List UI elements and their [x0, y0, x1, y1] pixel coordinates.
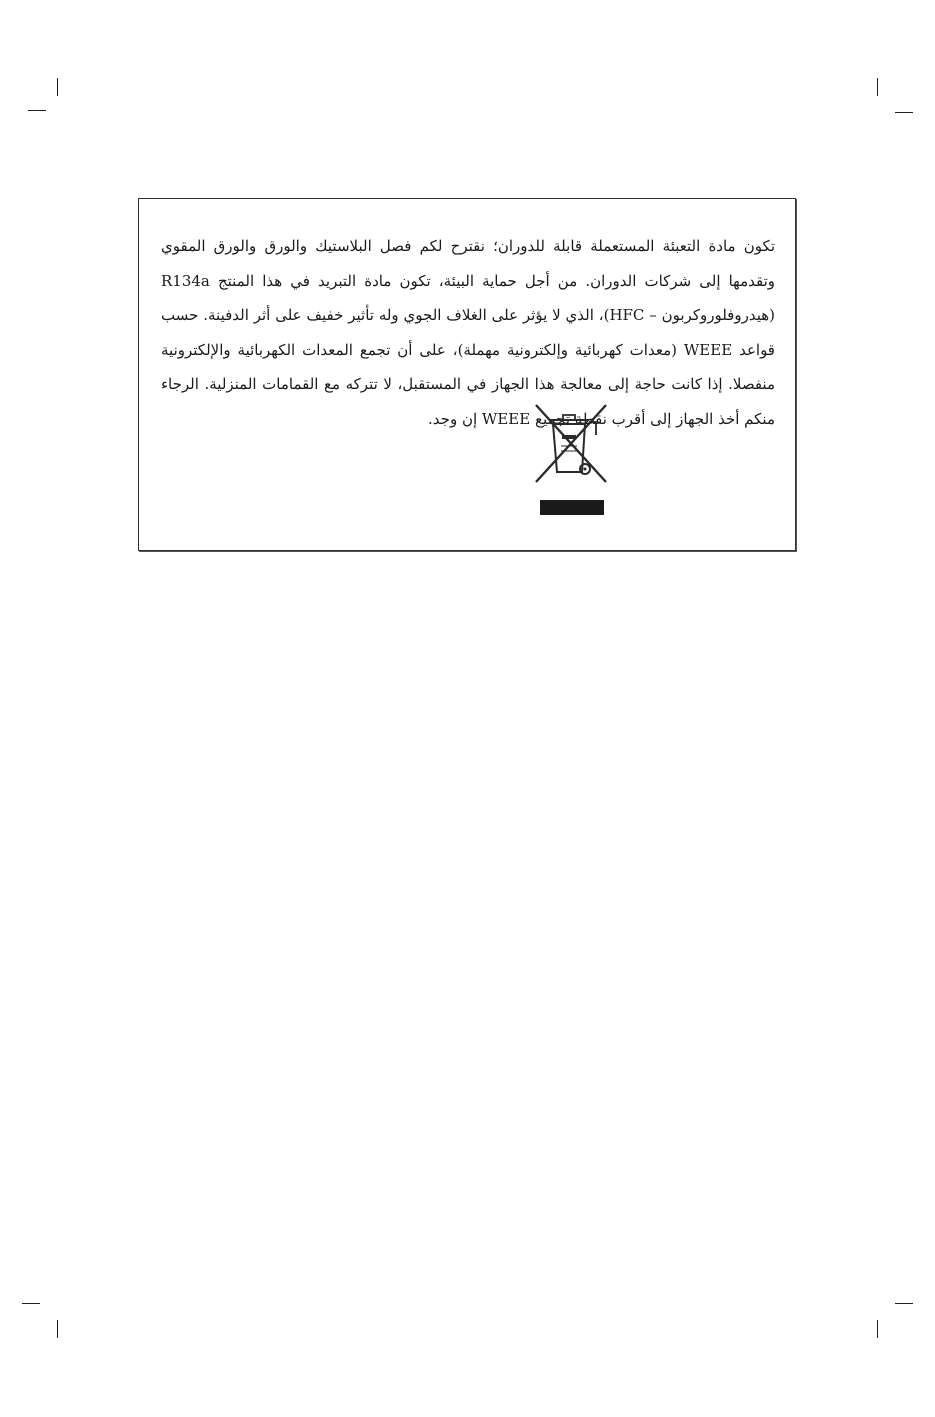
- crop-mark-bottom-right-vertical: [877, 1320, 878, 1338]
- crop-mark-top-right-horizontal: [895, 112, 913, 113]
- crossed-out-wheelie-bin-icon: [532, 402, 612, 517]
- notice-text: [161, 229, 775, 437]
- crop-mark-bottom-left-vertical: [57, 1320, 58, 1338]
- crop-mark-top-left-vertical: [57, 78, 58, 96]
- notice-paragraph: تكون مادة التعبئة المستعملة قابلة للدوران؛ نقترح لكم فصل البلاستيك والورق والورق المقوي وتقدمها إلى شركات الدوران. من أجل حماية البيئة، تكون مادة التبريد في هذا المنتج R134a (هيدروفلوروكربون – HFC)، الذي لا يؤثر على الغلاف الجوي وله تأثير خفيف على أثر الدفينة. حسب قواعد WEEE (معدات كهربائية وإلكترونية مهملة)، على أن تجمع المعدات الكهربائية والإلكترونية منفصلا. إذا كانت حاجة إلى معالجة هذا الجهاز في المستقبل، لا تتركه مع القمامات المنزلية. الرجاء منكم أخذ الجهاز إلى أقرب نقطة تجميع WEEE إن وجد.: [161, 237, 775, 428]
- crop-mark-top-left-horizontal: [28, 110, 46, 111]
- crop-mark-bottom-left-horizontal: [22, 1303, 40, 1304]
- crop-mark-bottom-right-horizontal: [895, 1303, 913, 1304]
- weee-notice-box: [138, 198, 796, 551]
- crop-mark-top-right-vertical: [877, 78, 878, 96]
